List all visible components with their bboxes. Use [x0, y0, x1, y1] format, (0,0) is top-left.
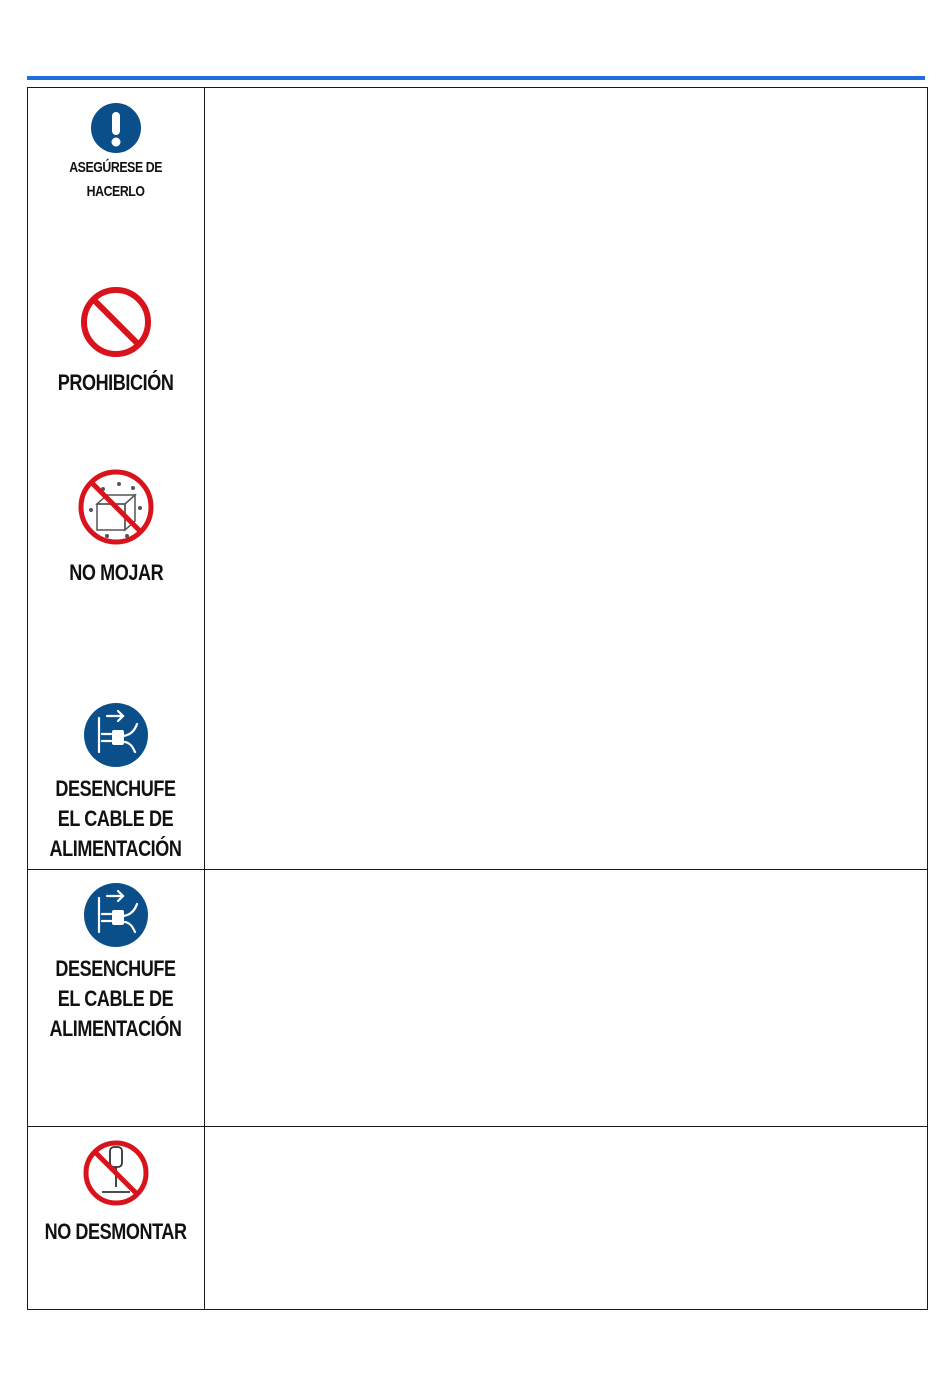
symbol-column — [28, 88, 205, 869]
safety-row-1 — [27, 87, 928, 870]
symbol-label: PROHIBICIÓN — [58, 370, 174, 395]
unplug-icon — [83, 882, 149, 948]
description-column — [205, 88, 927, 869]
header-rule — [27, 76, 925, 80]
symbol-no-disassemble — [28, 1139, 204, 1247]
symbol-label: NO MOJAR — [69, 560, 163, 585]
description-column — [205, 1127, 927, 1309]
no-water-icon — [77, 468, 155, 546]
unplug-icon — [83, 702, 149, 768]
symbol-unplug — [28, 702, 204, 864]
symbol-column — [28, 870, 205, 1126]
symbol-column — [28, 1127, 205, 1309]
safety-row-2 — [27, 869, 928, 1127]
description-column — [205, 870, 927, 1126]
symbol-label: NO DESMONTAR — [44, 1219, 188, 1244]
symbol-prohibition — [28, 286, 204, 398]
safety-row-3 — [27, 1126, 928, 1310]
symbol-no-water — [28, 468, 204, 588]
symbol-label: ASEGÚRESE DE HACERLO — [69, 159, 163, 200]
no-disassemble-icon — [82, 1139, 150, 1207]
symbol-label: DESENCHUFE EL CABLE DE ALIMENTACIÓN — [49, 776, 183, 861]
symbol-must-do — [28, 102, 204, 204]
exclamation-icon — [90, 102, 142, 154]
symbol-label: DESENCHUFE EL CABLE DE ALIMENTACIÓN — [49, 956, 183, 1041]
prohibition-icon — [80, 286, 152, 358]
symbol-unplug — [28, 882, 204, 1044]
